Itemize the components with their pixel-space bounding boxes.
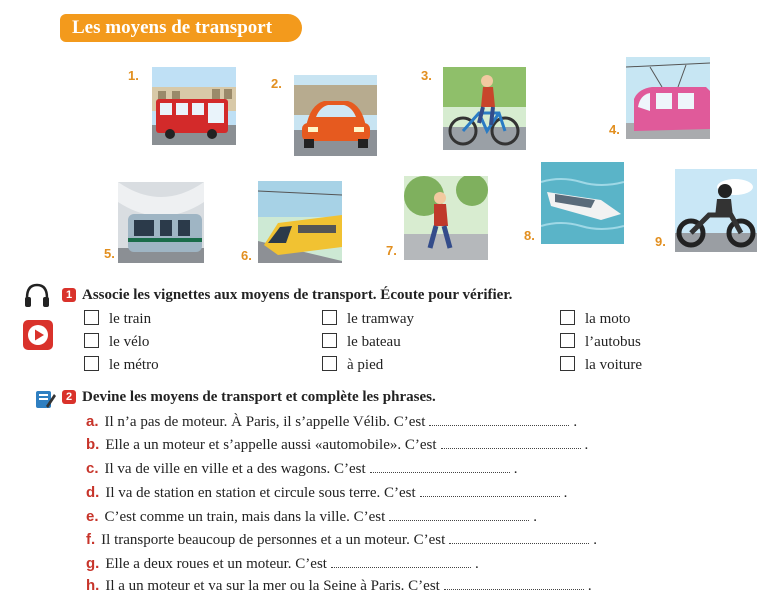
sentence-letter: h.: [86, 577, 100, 594]
sentence-text: Il va de station en station et circule sous terre. C’est: [105, 485, 416, 501]
exercise1-heading: [62, 287, 512, 304]
checkbox[interactable]: [560, 333, 575, 348]
page-title: Les moyens de transport: [60, 14, 302, 42]
option-row: [84, 356, 159, 374]
option-label: à pied: [347, 357, 384, 373]
sentence-end: .: [573, 414, 578, 430]
answer-blank[interactable]: [389, 508, 529, 521]
picture-number: 9.: [655, 234, 666, 249]
picture-motorbike: [675, 169, 757, 252]
sentence-letter: g.: [86, 555, 100, 572]
picture-car: [294, 75, 377, 156]
sentence-item: [86, 459, 517, 479]
option-row: [560, 310, 630, 328]
answer-blank[interactable]: [449, 531, 589, 544]
exercise2-heading: [62, 389, 436, 406]
answer-blank[interactable]: [429, 413, 569, 426]
exercise-number-badge: 1: [62, 288, 76, 302]
exercise2-instruction: Devine les moyens de transport et complète les phrases.: [82, 389, 436, 405]
answer-blank[interactable]: [370, 460, 510, 473]
option-row: [84, 333, 149, 351]
sentence-text: Elle a un moteur et s’appelle aussi «automobile». C’est: [105, 437, 437, 453]
option-label: l’autobus: [585, 334, 641, 350]
checkbox[interactable]: [84, 333, 99, 348]
option-row: [322, 356, 383, 374]
checkbox[interactable]: [322, 310, 337, 325]
headphones-icon: [24, 282, 50, 310]
sentence-end: .: [513, 461, 518, 477]
picture-number: 7.: [386, 243, 397, 258]
option-row: [84, 310, 151, 328]
checkbox[interactable]: [322, 356, 337, 371]
notebook-pencil-icon: [34, 388, 56, 410]
sentence-item: [86, 576, 592, 596]
picture-number: 2.: [271, 76, 282, 91]
picture-train: [258, 181, 342, 263]
sentence-end: .: [584, 437, 589, 453]
sentence-end: .: [474, 556, 479, 572]
sentence-end: .: [533, 509, 538, 525]
sentence-letter: e.: [86, 508, 99, 525]
checkbox[interactable]: [560, 356, 575, 371]
answer-blank[interactable]: [420, 484, 560, 497]
picture-metro: [118, 182, 204, 263]
picture-number: 1.: [128, 68, 139, 83]
answer-blank[interactable]: [444, 577, 584, 590]
picture-boat: [541, 162, 624, 244]
sentence-letter: c.: [86, 460, 99, 477]
option-label: le métro: [109, 357, 159, 373]
sentence-item: [86, 507, 537, 527]
picture-walking: [404, 176, 488, 260]
sentence-letter: a.: [86, 413, 99, 430]
sentence-text: C’est comme un train, mais dans la ville. C’est: [104, 509, 386, 525]
option-label: la moto: [585, 311, 631, 327]
option-row: [322, 333, 401, 351]
answer-blank[interactable]: [441, 436, 581, 449]
sentence-text: Il transporte beaucoup de personnes et a un moteur. C’est: [101, 532, 446, 548]
picture-tramway: [626, 57, 710, 139]
option-label: le train: [109, 311, 152, 327]
checkbox[interactable]: [560, 310, 575, 325]
option-label: le tramway: [347, 311, 415, 327]
play-audio-button[interactable]: [23, 320, 53, 350]
sentence-text: Elle a deux roues et un moteur. C’est: [105, 556, 327, 572]
play-icon: [23, 320, 53, 350]
sentence-letter: d.: [86, 484, 100, 501]
sentence-text: Il a un moteur et va sur la mer ou la Seine à Paris. C’est: [105, 578, 440, 594]
sentence-letter: f.: [86, 531, 96, 548]
option-label: le vélo: [109, 334, 150, 350]
sentence-end: .: [587, 578, 592, 594]
picture-number: 5.: [104, 246, 115, 261]
option-label: la voiture: [585, 357, 643, 373]
checkbox[interactable]: [322, 333, 337, 348]
picture-number: 3.: [421, 68, 432, 83]
picture-number: 8.: [524, 228, 535, 243]
option-row: [560, 356, 642, 374]
picture-bicycle: [443, 67, 526, 150]
sentence-item: [86, 554, 479, 574]
option-label: le bateau: [347, 334, 401, 350]
option-row: [322, 310, 414, 328]
sentence-letter: b.: [86, 436, 100, 453]
picture-bus: [152, 67, 236, 145]
picture-number: 6.: [241, 248, 252, 263]
option-row: [560, 333, 641, 351]
sentence-text: Il va de ville en ville et a des wagons. C’est: [104, 461, 366, 477]
sentence-item: [86, 530, 597, 550]
exercise-number-badge: 2: [62, 390, 76, 404]
checkbox[interactable]: [84, 310, 99, 325]
sentence-end: .: [593, 532, 597, 548]
answer-blank[interactable]: [331, 555, 471, 568]
sentence-item: [86, 412, 577, 432]
picture-number: 4.: [609, 122, 620, 137]
exercise1-instruction: Associe les vignettes aux moyens de transport. Écoute pour vérifier.: [82, 287, 513, 303]
sentence-item: [86, 435, 588, 455]
sentence-end: .: [563, 485, 568, 501]
checkbox[interactable]: [84, 356, 99, 371]
sentence-item: [86, 483, 567, 503]
sentence-text: Il n’a pas de moteur. À Paris, il s’appelle Vélib. C’est: [104, 414, 426, 430]
